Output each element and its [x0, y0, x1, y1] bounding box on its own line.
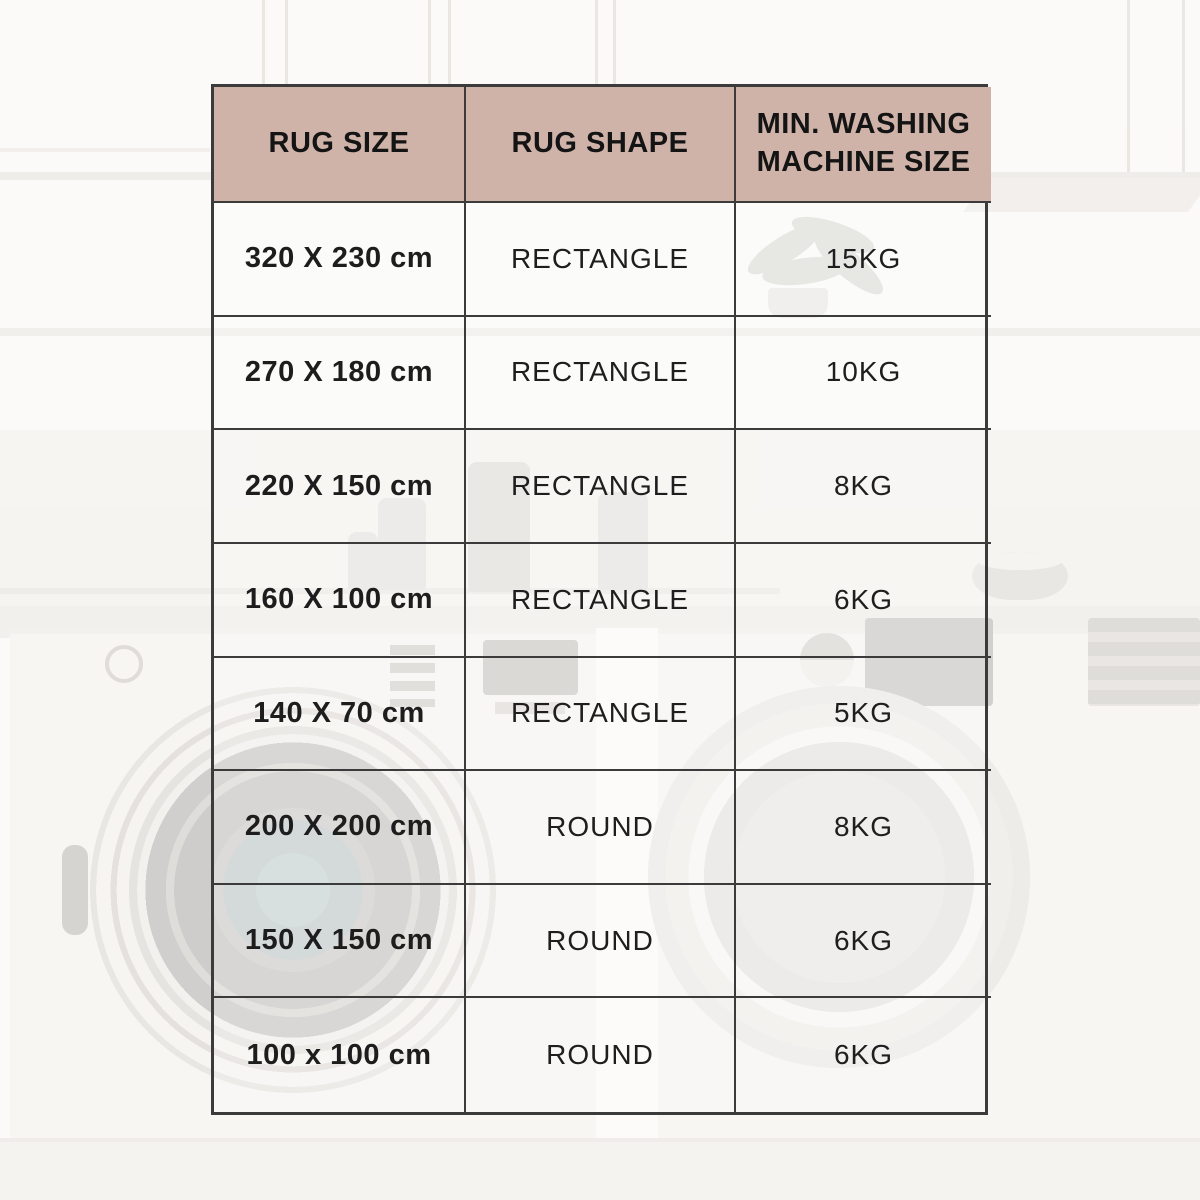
- rug-size-cell: 150 X 150 cm: [214, 885, 466, 999]
- column-header-machine-size: MIN. WASHING MACHINE SIZE: [736, 87, 991, 203]
- machine-size-cell: 6KG: [736, 885, 991, 999]
- shelf-line: [0, 148, 210, 152]
- column-header-rug-size: RUG SIZE: [214, 87, 466, 203]
- washer-door-hinge: [62, 845, 88, 935]
- rug-shape-cell: ROUND: [466, 771, 736, 885]
- rug-size-cell: 140 X 70 cm: [214, 658, 466, 772]
- rug-size-cell: 320 X 230 cm: [214, 203, 466, 317]
- rug-shape-cell: RECTANGLE: [466, 430, 736, 544]
- machine-size-cell: 6KG: [833, 1039, 894, 1071]
- machine-buttons: [1088, 618, 1200, 706]
- rug-shape-cell: RECTANGLE: [466, 203, 736, 317]
- rug-shape-cell: RECTANGLE: [466, 317, 736, 431]
- column-header-rug-shape: RUG SHAPE: [466, 87, 736, 203]
- machine-logo-badge: [105, 645, 143, 683]
- rug-size-cell: 270 X 180 cm: [214, 317, 466, 431]
- rug-size-table: [211, 84, 988, 1115]
- rug-shape-cell: RECTANGLE: [466, 658, 736, 772]
- rug-size-cell: 200 X 200 cm: [214, 771, 466, 885]
- machine-size-cell: 5KG: [736, 658, 991, 772]
- rug-shape-cell: ROUND: [466, 998, 736, 1112]
- machine-size-cell: 15KG: [736, 203, 991, 317]
- rug-size-cell: 160 X 100 cm: [214, 544, 466, 658]
- cabinet-frame-line: [1127, 0, 1130, 176]
- machine-size-cell: 6KG: [736, 544, 991, 658]
- machine-size-cell: 10KG: [736, 317, 991, 431]
- rug-shape-cell: ROUND: [466, 885, 736, 999]
- rug-size-cell: 220 X 150 cm: [214, 430, 466, 544]
- machine-size-cell: 8KG: [736, 771, 991, 885]
- floor: [0, 1138, 1200, 1200]
- cabinet-frame-line: [1182, 0, 1185, 176]
- machine-size-cell: 8KG: [736, 430, 991, 544]
- rug-shape-cell: RECTANGLE: [466, 544, 736, 658]
- rug-size-cell: 100 x 100 cm: [214, 998, 466, 1112]
- cabinet-shadow: [963, 178, 1200, 212]
